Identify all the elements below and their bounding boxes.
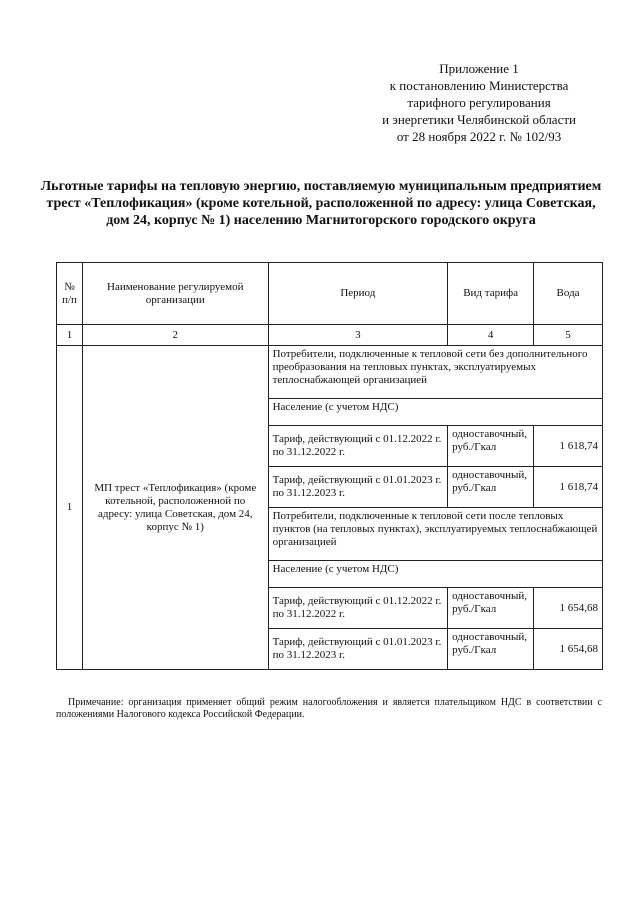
tariff-value: 1 654,68 [534,588,603,629]
tariff-type: одноставочный, руб./Гкал [448,467,534,508]
table-row [57,346,603,399]
table-header-row [57,263,603,325]
document-title: Льготные тарифы на тепловую энергию, поставляемую муниципальным предприятием трест «Теплофикация» (кроме котельной, расположенной по адресу: улица Советская, дом 24, корпус № 1) населению Магнитогорского городского округа [40,179,602,228]
tariff-period: Тариф, действующий с 01.12.2022 г. по 31.12.2022 г. [268,426,448,467]
col-number: 1 [57,325,83,346]
row-index: 1 [57,346,83,670]
tariff-table [56,262,603,670]
tariff-period: Тариф, действующий с 01.01.2023 г. по 31.12.2023 г. [268,467,448,508]
appendix-header [382,60,576,145]
tariff-value: 1 654,68 [534,629,603,670]
appendix-line: к постановлению Министерства [389,78,569,93]
organization-name: МП трест «Теплофикация» (кроме котельной, расположенной по адресу: улица Советская, дом 24, корпус № 1) [82,346,268,670]
col-number: 5 [534,325,603,346]
col-number: 2 [82,325,268,346]
col-number: 4 [448,325,534,346]
tariff-value: 1 618,74 [534,467,603,508]
population-label: Население (с учетом НДС) [268,399,602,426]
tariff-value: 1 618,74 [534,426,603,467]
tariff-type: одноставочный, руб./Гкал [448,588,534,629]
appendix-line: и энергетики Челябинской области [382,112,576,127]
tariff-type: одноставочный, руб./Гкал [448,629,534,670]
header-num: № п/п [57,263,83,325]
header-water: Вода [534,263,603,325]
tariff-type: одноставочный, руб./Гкал [448,426,534,467]
col-number: 3 [268,325,448,346]
header-type: Вид тарифа [448,263,534,325]
tariff-period: Тариф, действующий с 01.01.2023 г. по 31.12.2023 г. [268,629,448,670]
column-number-row [57,325,603,346]
appendix-line: Приложение 1 [439,61,519,76]
appendix-line: тарифного регулирования [407,95,551,110]
tariff-period: Тариф, действующий с 01.12.2022 г. по 31.12.2022 г. [268,588,448,629]
population-label: Население (с учетом НДС) [268,561,602,588]
header-org: Наименование регулируемой организации [82,263,268,325]
header-period: Период [268,263,448,325]
consumer-group-description: Потребители, подключенные к тепловой сети после тепловых пунктов (на тепловых пунктах), эксплуатируемых теплоснабжающей организацией [268,508,602,561]
appendix-line: от 28 ноября 2022 г. № 102/93 [396,129,562,144]
consumer-group-description: Потребители, подключенные к тепловой сети без дополнительного преобразования на тепловых пунктах, эксплуатируемых теплоснабжающей организацией [268,346,602,399]
footnote: Примечание: организация применяет общий режим налогообложения и является плательщиком НДС в соответствии с положениями Налогового кодекса Российской Федерации. [56,697,602,720]
